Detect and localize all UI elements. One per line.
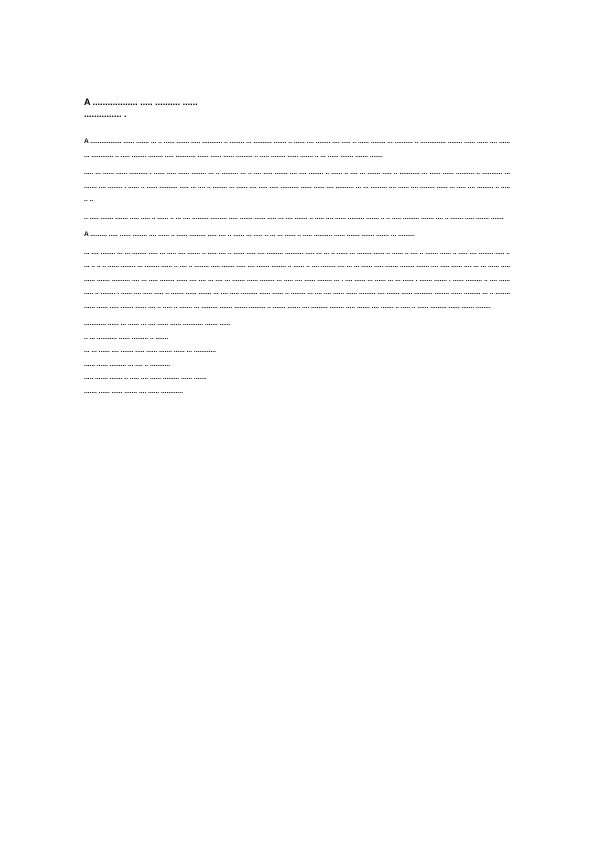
note-line-6: ....... ...... ...... ....... .... ...... ............ — [84, 387, 183, 395]
heading-spacer — [84, 120, 510, 135]
paragraph-1: A ................. ...... ....... ... .. ...... ....... ..... ........... .. ........ ... .......... ....... .. ...... .... ........ .... ..... .. ...... ........ ... .......... .. .............. ........ ...... ...... .... ...... ... ............ .. ..... ........ ........ ..... ........... ...... ...... ...... ......... .. ..... ........ ...... ....... .. ... ...... ....... ....... ....... — [84, 138, 510, 159]
paragraph-3: .. ..... ....... ....... ..... ..... .. ...... .. ... .... ......... ......... ..... ....... ...... ..... ... .... ....... .. ..... .... ...... ......... ....... .. .. ..... ......... ....... .... .. ....... ..... ....... ....... — [84, 213, 504, 221]
document-body — [84, 96, 510, 398]
note-line-1: ............ ...... ... ...... ... .... ...... ...... ........... ....... ...... — [84, 320, 231, 327]
note-line-2: .. ... ........... ...... ......... .. ....... — [84, 333, 169, 341]
paragraph-4: A ......... ..... ...... ........ .... ...... .. ...... ......... ..... .... .. ...... ... ..... .. ... ... ...... .. ..... .......... ...... ....... ....... ....... ... ......... — [84, 231, 415, 238]
note-line-4: ...... ...... ......... ... .... .. ........... — [84, 360, 171, 368]
note-line-5: ..... ....... ....... .. ..... .... ...... ......... ...... ....... — [84, 374, 207, 381]
document-subtitle: ............... . — [84, 109, 127, 119]
note-line-3: ... ... ...... .... ....... ..... ...... ....... ...... ... ............ — [84, 347, 216, 354]
paragraph-2: ..... ... ...... ...... .......... . ...... ..... ...... ........ ... .. ......... ... .. .... ..... ....... .... .... ........ .. ...... .. .... ... ....... ..... .. ........... ... ...... ...... .......... .. ........... ... ....... .... ........ . ...... .. ...... .......... ..... ... .... .. ........ ... ...... .... ..... ..... .......... ...... ...... .... .......... ... ... ......... .... ...... .... ........ ...... ... ..... .... ......... .. ..... .. .. — [84, 169, 510, 203]
paragraph-5: ... .... ........ ... ... ........ ..... ... ..... .... ....... .. ..... .... .. ...... ..... .... ......... .......... ..... ... ... .. ...... ... ........ ...... .. ...... .. .... .. ....... ...... .. ..... .... ........ ..... .. ... .. .. .. ...... ........ ... ........ ...... .. .... .. ........ ..... ....... ..... .... ....... ........ .. ...... .. .... ........ .... ... ... ...... ..... ....... ........ ....... .... ..... ...... .... ... ... ...... ..... ...... ....... .......... .... ... ..... ........ ...... .... .... ... .... ... ....... ...... ........ ... ..... .... ...... ........ ... . .... ...... ... ...... ... ... ...... . ....... ....... . ...... ......... .. .... ...... ..... .. ........ . ...... .... ..... ..... .. ....... ...... ....... ... .... ..... ......... ...... ...... .. ........ ... .... .... ...... ...... ......... .... ....... ...... .......... ........ ...... ......... ... .. ........ ...... ...... ..... ....... ...... .... .. ..... .. ....... ... ......... ....... ....... ......... .. ....... ....... .... ......... ........ ..... ....... .... ....... .. ..... .. ...... ......... ...... ....... ........ — [84, 248, 510, 310]
document-title: A .................. ..... .......... ...... — [84, 97, 198, 107]
